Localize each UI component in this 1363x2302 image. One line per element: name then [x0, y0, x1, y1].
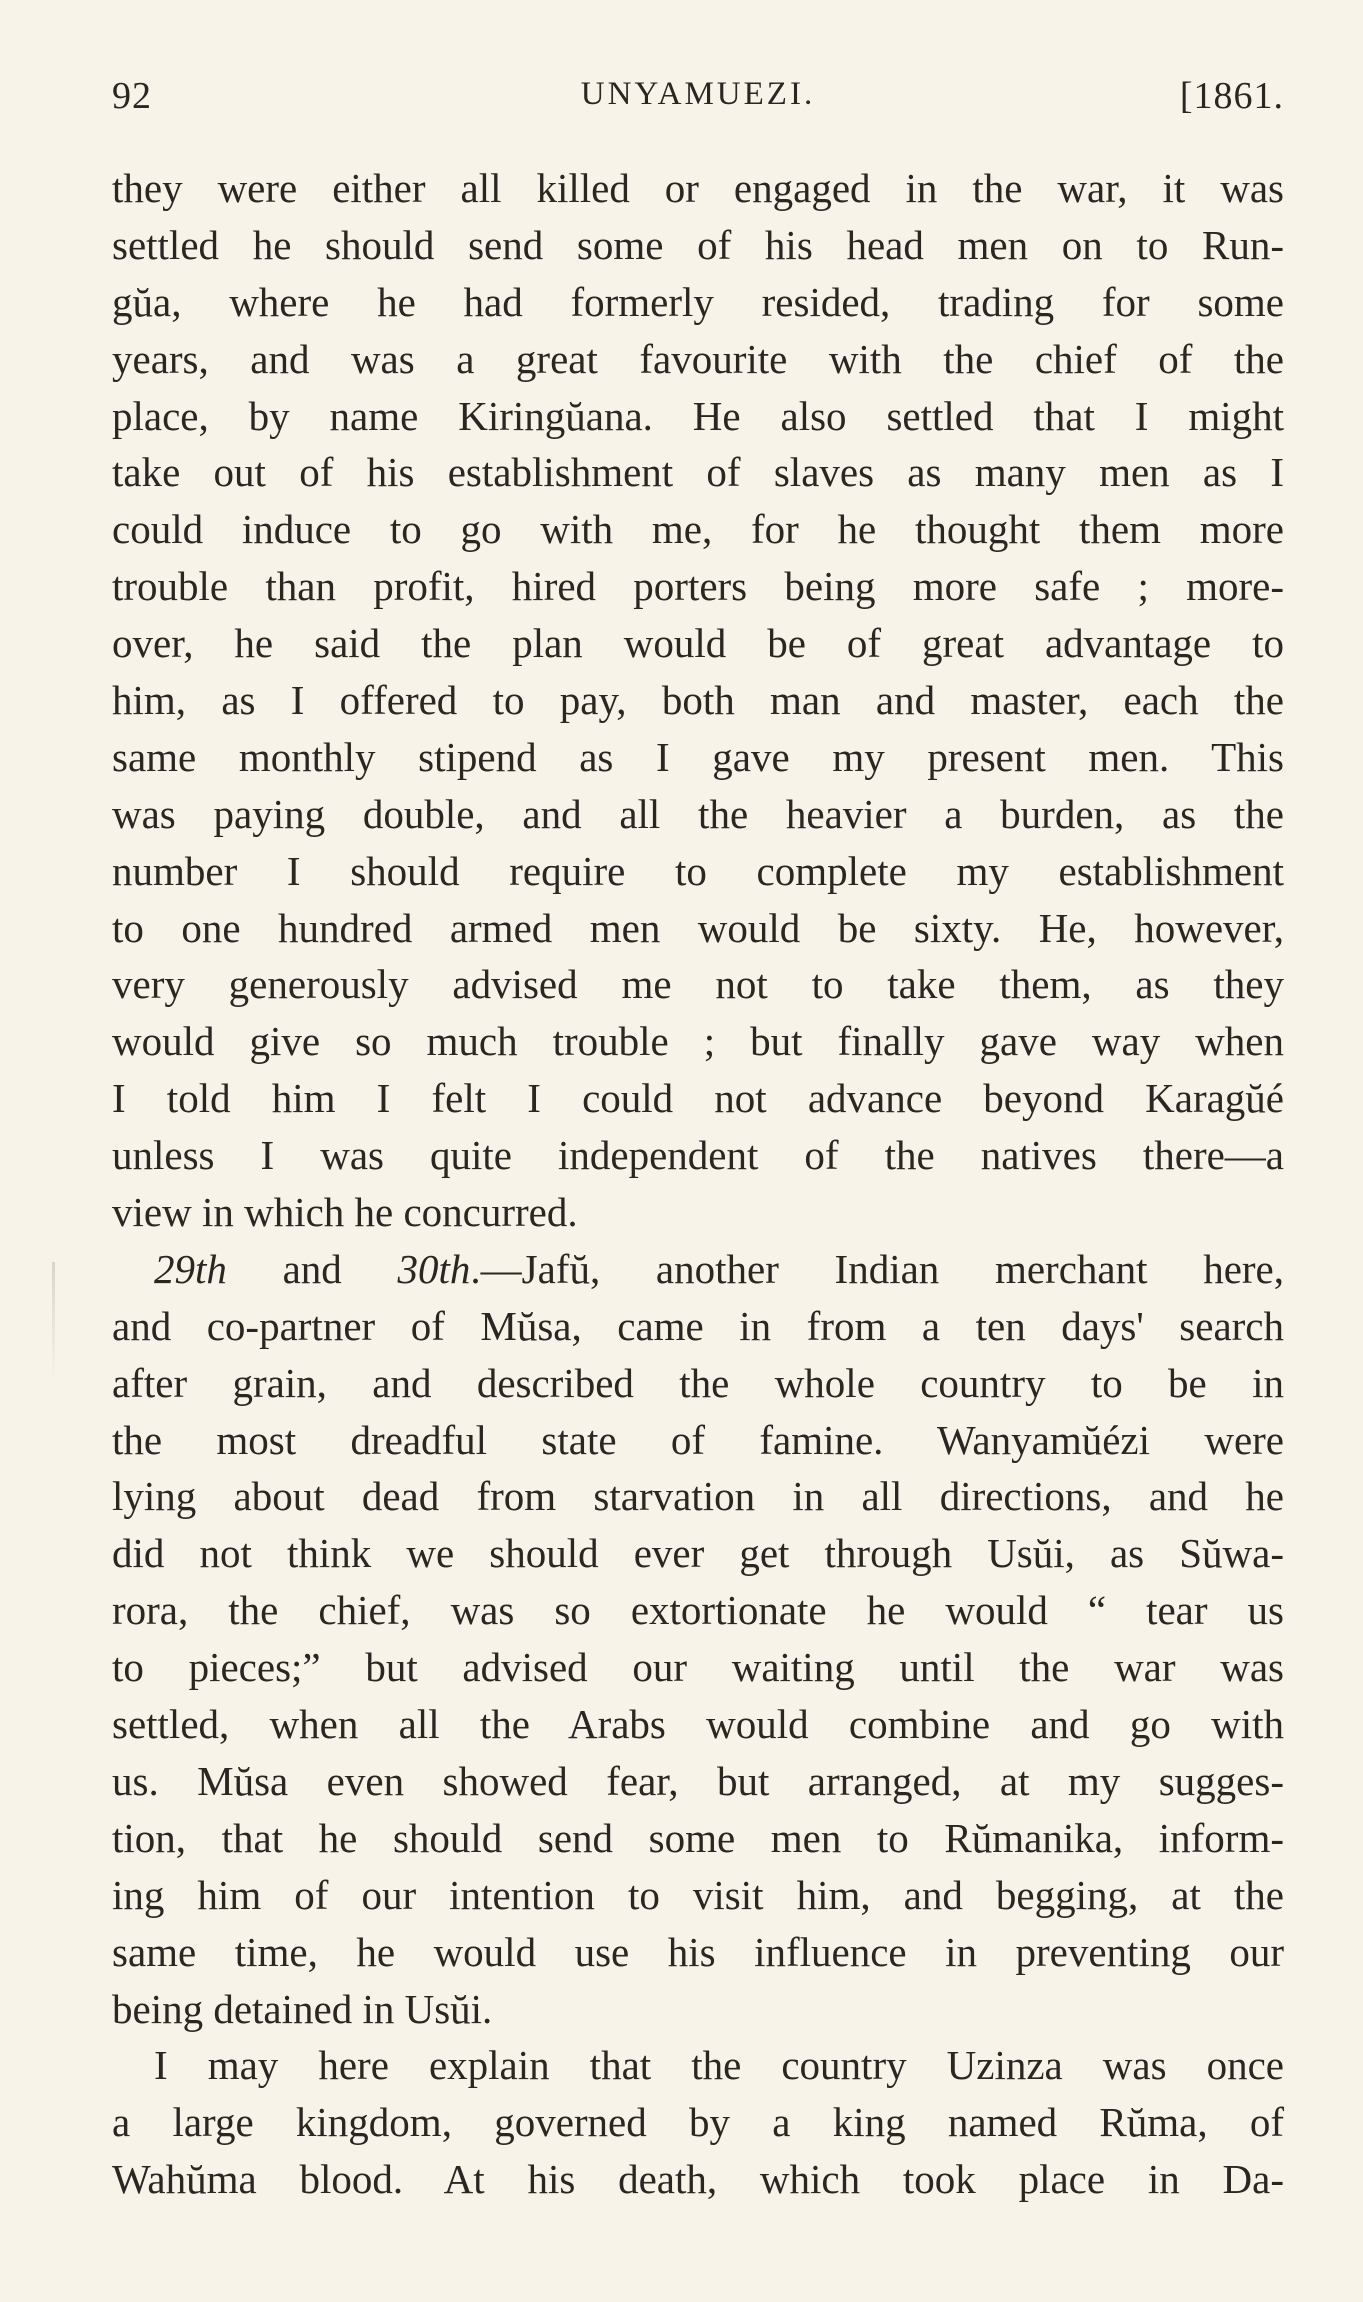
text-line: place, by name Kiringŭana. He also settled that I might: [112, 392, 1284, 439]
text-line: I told him I felt I could not advance beyond Karagŭé: [112, 1075, 1284, 1122]
text-line: tion, that he should send some men to Rŭmanika, inform-: [112, 1814, 1284, 1861]
paragraph-end-line: view in which he concurred.: [112, 1189, 578, 1236]
text-line: settled, when all the Arabs would combine and go with: [112, 1701, 1284, 1748]
text-line: and co-partner of Mŭsa, came in from a ten days' search: [112, 1302, 1284, 1349]
page-number: 92: [112, 75, 152, 117]
dated-paragraph-first-line: [112, 1241, 1284, 1298]
text-line: to pieces;” but advised our waiting until the war was: [112, 1644, 1284, 1691]
text-line: did not think we should ever get through Usŭi, as Sŭwa-: [112, 1530, 1284, 1577]
text-line: us. Mŭsa even showed fear, but arranged, at my sugges-: [112, 1757, 1284, 1804]
margin-pencil-mark: [52, 1262, 55, 1382]
text-line: gŭa, where he had formerly resided, trading for some: [112, 278, 1284, 325]
text-line: same time, he would use his influence in preventing our: [112, 1928, 1284, 1975]
text-line: over, he said the plan would be of great advantage to: [112, 620, 1284, 667]
date-30th: 30th: [397, 1245, 471, 1292]
year-marker: [1861.: [1179, 75, 1284, 117]
text-line: a large kingdom, governed by a king named Rŭma, of: [112, 2099, 1284, 2146]
text-line: number I should require to complete my establishment: [112, 847, 1284, 894]
text-line: would give so much trouble ; but finally gave way when: [112, 1018, 1284, 1065]
text-line: was paying double, and all the heavier a burden, as the: [112, 790, 1284, 837]
body-text: [112, 160, 1284, 2208]
text-line: settled he should send some of his head men on to Run-: [112, 221, 1284, 268]
text-line: after grain, and described the whole country to be in: [112, 1359, 1284, 1406]
text-line: unless I was quite independent of the natives there—a: [112, 1132, 1284, 1179]
text-line: to one hundred armed men would be sixty. He, however,: [112, 904, 1284, 951]
text-line: rora, the chief, was so extortionate he would “ tear us: [112, 1587, 1284, 1634]
text-line: ing him of our intention to visit him, and begging, at the: [112, 1871, 1284, 1918]
date-29th: 29th: [154, 1245, 227, 1292]
paragraph-end-line: being detained in Usŭi.: [112, 1985, 493, 2032]
paragraph-first-line: I may here explain that the country Uzinza was once: [154, 2042, 1284, 2089]
text-line: Wahŭma blood. At his death, which took place in Da-: [112, 2156, 1284, 2203]
text-line: same monthly stipend as I gave my present men. This: [112, 733, 1284, 780]
text-line: trouble than profit, hired porters being more safe ; more-: [112, 563, 1284, 610]
text-line: him, as I offered to pay, both man and master, each the: [112, 677, 1284, 724]
page-header: [112, 74, 1284, 124]
text-line: very generously advised me not to take them, as they: [112, 961, 1284, 1008]
text-line: lying about dead from starvation in all directions, and he: [112, 1473, 1284, 1520]
dated-line-rest: .—Jafŭ, another Indian merchant here,: [470, 1245, 1284, 1292]
text-line: the most dreadful state of famine. Wanyamŭézi were: [112, 1416, 1284, 1463]
text-line: could induce to go with me, for he thought them more: [112, 506, 1284, 553]
date-conjunction: and: [226, 1245, 398, 1292]
running-title: UNYAMUEZI.: [580, 76, 816, 112]
text-line: they were either all killed or engaged in the war, it was: [112, 165, 1284, 211]
text-line: take out of his establishment of slaves as many men as I: [112, 449, 1284, 496]
text-line: years, and was a great favourite with the chief of the: [112, 335, 1284, 382]
